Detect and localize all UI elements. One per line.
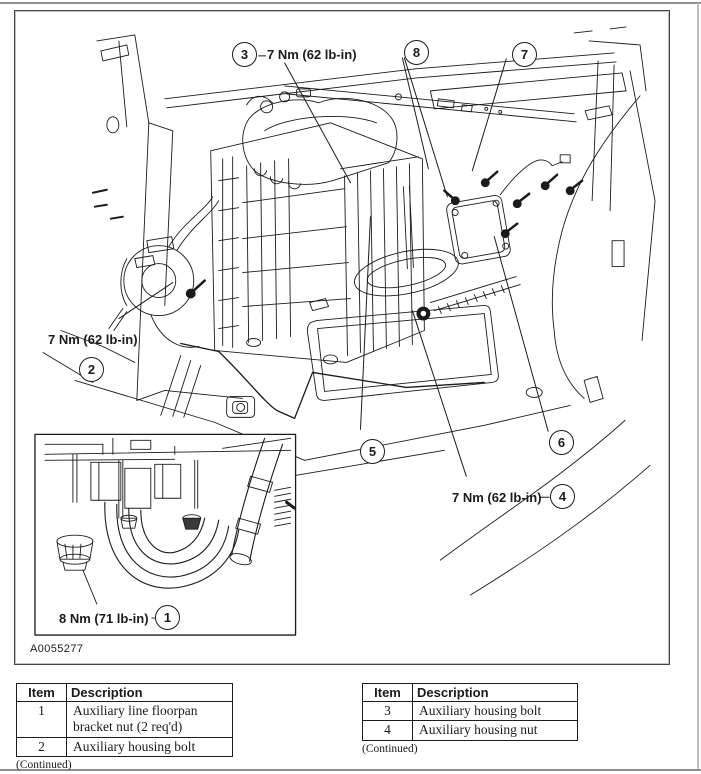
housing-nut-4 — [417, 307, 430, 320]
cowl-beams — [165, 27, 646, 122]
table-row — [363, 702, 578, 721]
auxiliary-housing — [211, 123, 425, 363]
parts-table-right — [362, 683, 578, 755]
heater-core-cover — [243, 89, 397, 189]
column-header-description: Description — [67, 684, 233, 702]
callout-4: 4 — [550, 484, 575, 509]
right-quarter-panel — [440, 61, 655, 595]
callout-1: 1 — [155, 605, 180, 630]
callout-6: 6 — [549, 430, 574, 455]
callout-5: 5 — [360, 439, 385, 464]
torque-label-4: 7 Nm (62 lb-in) — [452, 490, 542, 505]
table-row — [17, 737, 233, 756]
torque-label-3: 7 Nm (62 lb-in) — [267, 47, 357, 62]
housing-bolt-2 — [186, 281, 204, 298]
figure-id: A0055277 — [30, 643, 84, 655]
item-description: Auxiliary housing nut — [413, 721, 578, 740]
table-continued-note: (Continued) — [16, 759, 72, 772]
table-continued-note: (Continued) — [362, 742, 418, 755]
item-number: 1 — [17, 702, 67, 738]
item-description: Auxiliary housing bolt — [67, 737, 233, 756]
item-number: 2 — [17, 737, 67, 756]
callout-8: 8 — [404, 40, 429, 65]
table-row — [17, 702, 233, 738]
callout-7: 7 — [512, 42, 537, 67]
item-number: 4 — [363, 721, 413, 740]
callout-3: 3 — [232, 42, 257, 67]
leader-lines — [119, 56, 549, 497]
blower-assembly — [109, 197, 219, 348]
control-module — [446, 155, 571, 265]
column-header-item: Item — [17, 684, 67, 702]
item-description: Auxiliary housing bolt — [413, 702, 578, 721]
callout-2: 2 — [79, 357, 104, 382]
column-header-item: Item — [363, 684, 413, 702]
parts-table-left — [16, 683, 233, 771]
table-header-row — [363, 684, 578, 702]
page-right-rule — [697, 3, 699, 769]
torque-label-1: 8 Nm (71 lb-in) — [59, 611, 149, 626]
column-header-description: Description — [413, 684, 578, 702]
item-number: 3 — [363, 702, 413, 721]
table-row — [363, 721, 578, 740]
page-top-rule — [0, 2, 701, 4]
table-header-row — [17, 684, 233, 702]
item-description: Auxiliary line floorpan bracket nut (2 req'd) — [67, 702, 233, 738]
duct-and-pan — [307, 186, 520, 401]
housing-bolts-upper — [444, 172, 582, 238]
torque-label-2: 7 Nm (62 lb-in) — [48, 332, 138, 347]
